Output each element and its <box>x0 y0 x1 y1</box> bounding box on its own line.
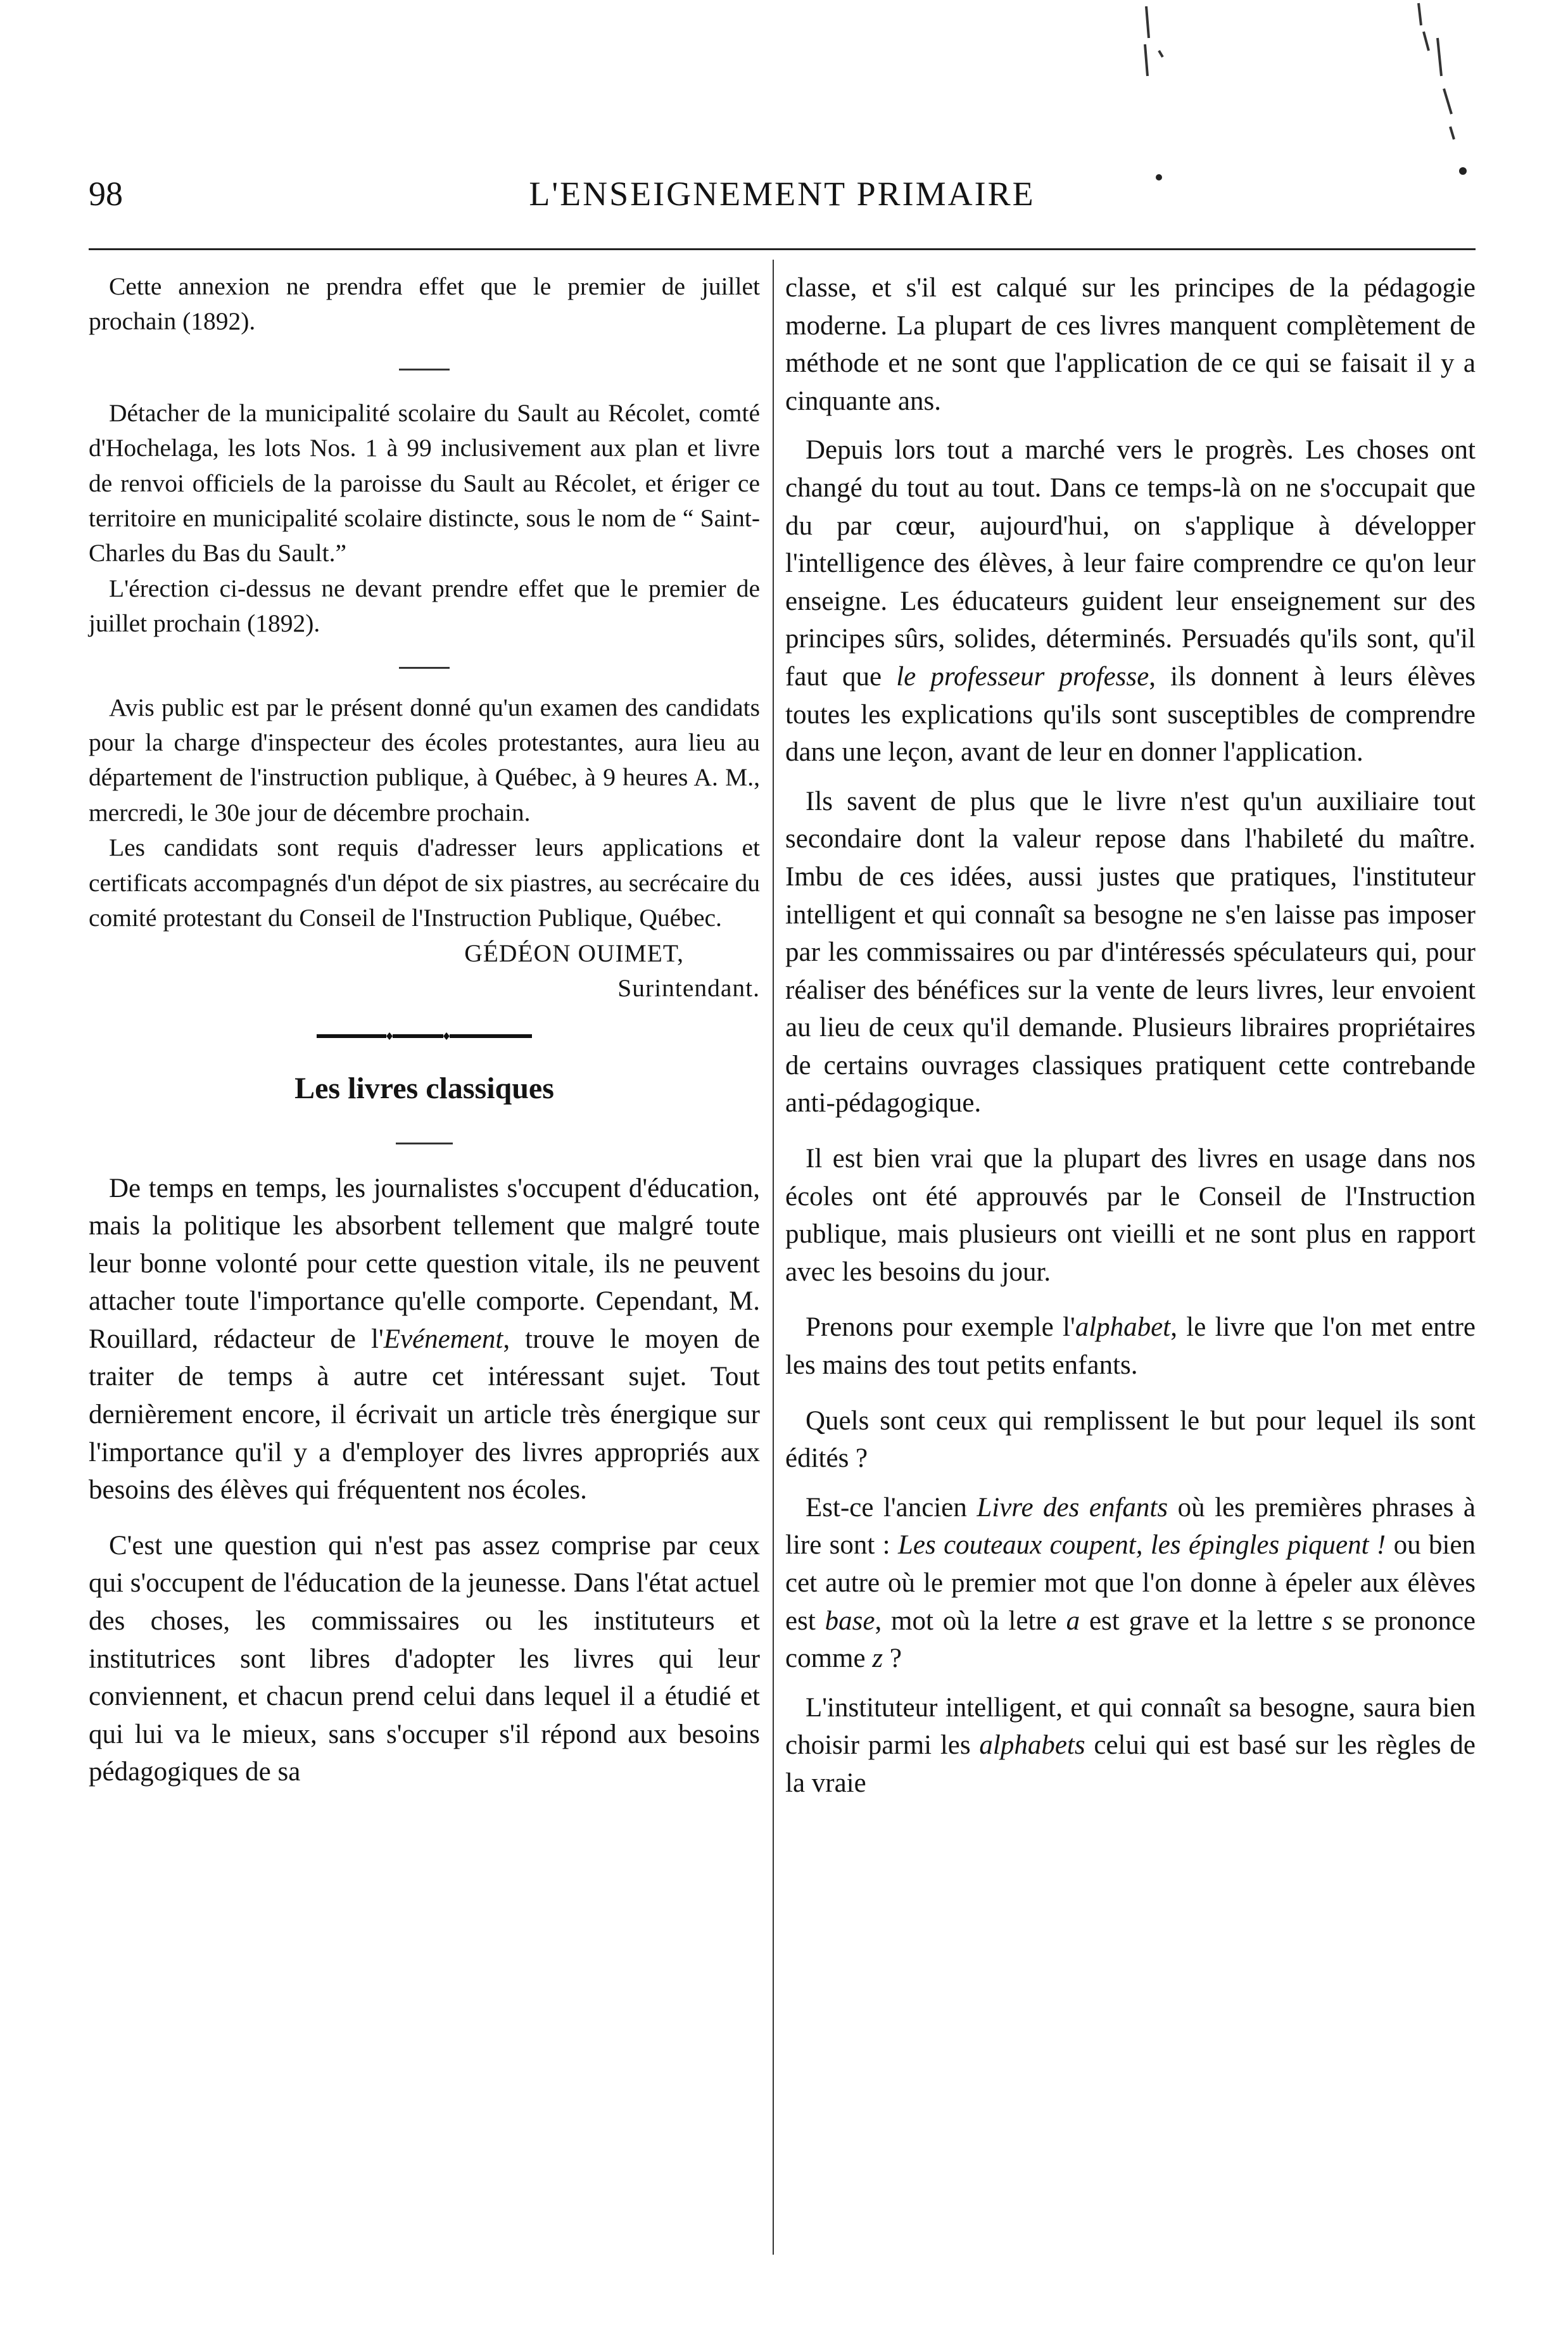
body-text: , le livre que l'on met entre les mains des tout petits enfants. <box>785 1312 1476 1381</box>
notice-paragraph: Cette annexion ne prendra effet que le premier de juillet prochain (1892). <box>89 272 760 336</box>
separator-dash <box>399 369 450 370</box>
italic-text: base <box>825 1606 875 1636</box>
italic-text: alphabet <box>1075 1312 1171 1343</box>
notice-paragraph: L'érection ci-dessus ne devant prendre effet que le premier de juillet prochain (1892). <box>89 574 760 638</box>
body-text: , trouve le moyen de traiter de temps à autre cet intéressant sujet. Tout dernièrement encore, il écrivait un article très énergique sur l'importance qu'il y a d'employer des livres appropriés aux besoins des élèves qui fréquentent nos écoles. <box>89 1324 760 1505</box>
scan-marks-top-right <box>1121 0 1476 190</box>
body-text: L'instituteur intelligent, et qui connaît sa besogne, saura bien choisir parmi les <box>785 1692 1476 1761</box>
body-text: est grave et la lettre <box>1080 1606 1322 1636</box>
page-number: 98 <box>89 175 123 213</box>
section-title: Les livres classiques <box>294 1071 554 1105</box>
body-paragraph <box>785 1689 1476 1802</box>
notice-paragraph: Détacher de la municipalité scolaire du Sault au Récolet, comté d'Hochelaga, les lots Nos. 1 à 99 inclusivement aux plan et livre de renvoi officiels de la paroisse du Sault au Récolet, et ériger ce territoire en municipalité scolaire distincte, sous le nom de “ Saint-Charles du Bas du Sault.” <box>89 398 760 567</box>
body-text: , mot où la letre <box>875 1606 1066 1636</box>
body-text: celui qui est basé sur les règles de la vraie <box>785 1730 1476 1798</box>
body-paragraph <box>785 1308 1476 1384</box>
running-title: L'ENSEIGNEMENT PRIMAIRE <box>529 175 1035 213</box>
body-text: De temps en temps, les journalistes s'occupent d'éducation, mais la politique les absorbent tellement que malgré toute leur bonne volonté pour cette question vitale, ils ne peuvent attacher toute l'importance qu'elle comporte. Cependant, M. Rouillard, rédacteur de l' <box>89 1173 760 1354</box>
italic-text: le professeur professe <box>896 661 1149 692</box>
body-paragraph <box>785 431 1476 771</box>
italic-text: Les couteaux coupent, les épingles piquent ! <box>897 1530 1386 1561</box>
body-text: se prononce comme <box>785 1606 1476 1674</box>
column-divider <box>773 260 774 2255</box>
italic-text: Evénement <box>383 1324 503 1354</box>
right-column <box>785 269 1476 1802</box>
notices-block <box>89 269 760 1006</box>
italic-text: alphabets <box>979 1730 1085 1761</box>
body-paragraph: classe, et s'il est calqué sur les principes de la pédagogie moderne. La plupart de ces livres manquent complètement de méthode et ne sont que l'application de ce qui se faisait il y a cinquante ans. <box>785 273 1476 416</box>
italic-text: Livre des enfants <box>977 1492 1168 1523</box>
body-text: ou bien cet autre où le premier mot que l'on donne à épeler aux élèves est <box>785 1530 1476 1636</box>
italic-text: z <box>872 1644 883 1674</box>
body-text: ? <box>883 1644 902 1674</box>
separator-dash <box>399 667 450 669</box>
header-rule <box>89 248 1476 250</box>
signature-name: GÉDÉON OUIMET, <box>464 939 684 967</box>
body-paragraph: Il est bien vrai que la plupart des livres en usage dans nos écoles ont été approuvés par le Conseil de l'Instruction publique, mais plusieurs ont vieilli et ne sont plus en rapport avec les besoins du jour. <box>785 1144 1476 1287</box>
body-paragraph: C'est une question qui n'est pas assez comprise par ceux qui s'occupent de l'éducation de la jeunesse. Dans l'état actuel des choses, les commissaires ou les instituteurs et institutrices sont libres d'adopter les livres qui leur conviennent, et chacun prend celui dans lequel il a étudié et qui lui va le mieux, sans s'occuper s'il répond aux besoins pédagogiques de sa <box>89 1530 760 1787</box>
notice-paragraph: Avis public est par le présent donné qu'un examen des candidats pour la charge d'inspecteur des écoles protestantes, aura lieu au département de l'instruction publique, à Québec, à 9 heures A. M., mercredi, le 30e jour de décembre prochain. <box>89 693 760 826</box>
italic-text: a <box>1066 1606 1080 1636</box>
notice-paragraph: Les candidats sont requis d'adresser leurs applications et certificats accompagnés d'un dépot de six piastres, au secrécaire du comité protestant du Conseil de l'Instruction Publique, Québec. <box>89 833 761 932</box>
body-paragraph: Quels sont ceux qui remplissent le but pour lequel ils sont édités ? <box>785 1405 1476 1474</box>
ornament-divider <box>317 1031 532 1041</box>
left-column <box>89 269 760 1791</box>
body-paragraph <box>785 1489 1476 1678</box>
italic-text: s <box>1322 1606 1333 1636</box>
body-text: , ils donnent à leurs élèves toutes les explications qu'ils sont susceptibles de comprendre dans une leçon, avant de leur en donner l'application. <box>785 661 1476 768</box>
body-paragraph <box>89 1170 760 1509</box>
title-rule <box>396 1143 453 1144</box>
body-text: Est-ce l'ancien <box>806 1492 977 1523</box>
body-text: Prenons pour exemple l' <box>806 1312 1075 1343</box>
body-paragraph: Ils savent de plus que le livre n'est qu'un auxiliaire tout secondaire dont la valeur repose dans l'habileté du maître. Imbu de ces idées, aussi justes que pratiques, l'instituteur intelligent et qui connaît sa besogne ne s'en laisse pas imposer par les commissaires ou par d'intéressés spéculateurs qui, pour réaliser des bénéfices sur la vente de leurs livres, leur envoient au lieu de ceux qu'il demande. Plusieurs libraires propriétaires de certains ouvrages classiques pratiquent cette contrebande anti-pédagogique. <box>785 786 1476 1118</box>
signature-title: Surintendant. <box>617 973 760 1002</box>
body-text: où les premières phrases à lire sont : <box>785 1492 1476 1561</box>
body-text: Depuis lors tout a marché vers le progrès. Les choses ont changé du tout au tout. Dans ce temps-là on ne s'occupait que du par cœur, aujourd'hui, on s'applique à développer l'intelligence des élèves, à leur faire comprendre ce qu'on leur enseigne. Les éducateurs guident leur enseignement sur des principes sûrs, solides, déterminés. Persuadés qu'ils sont, qu'il faut que <box>785 435 1476 692</box>
